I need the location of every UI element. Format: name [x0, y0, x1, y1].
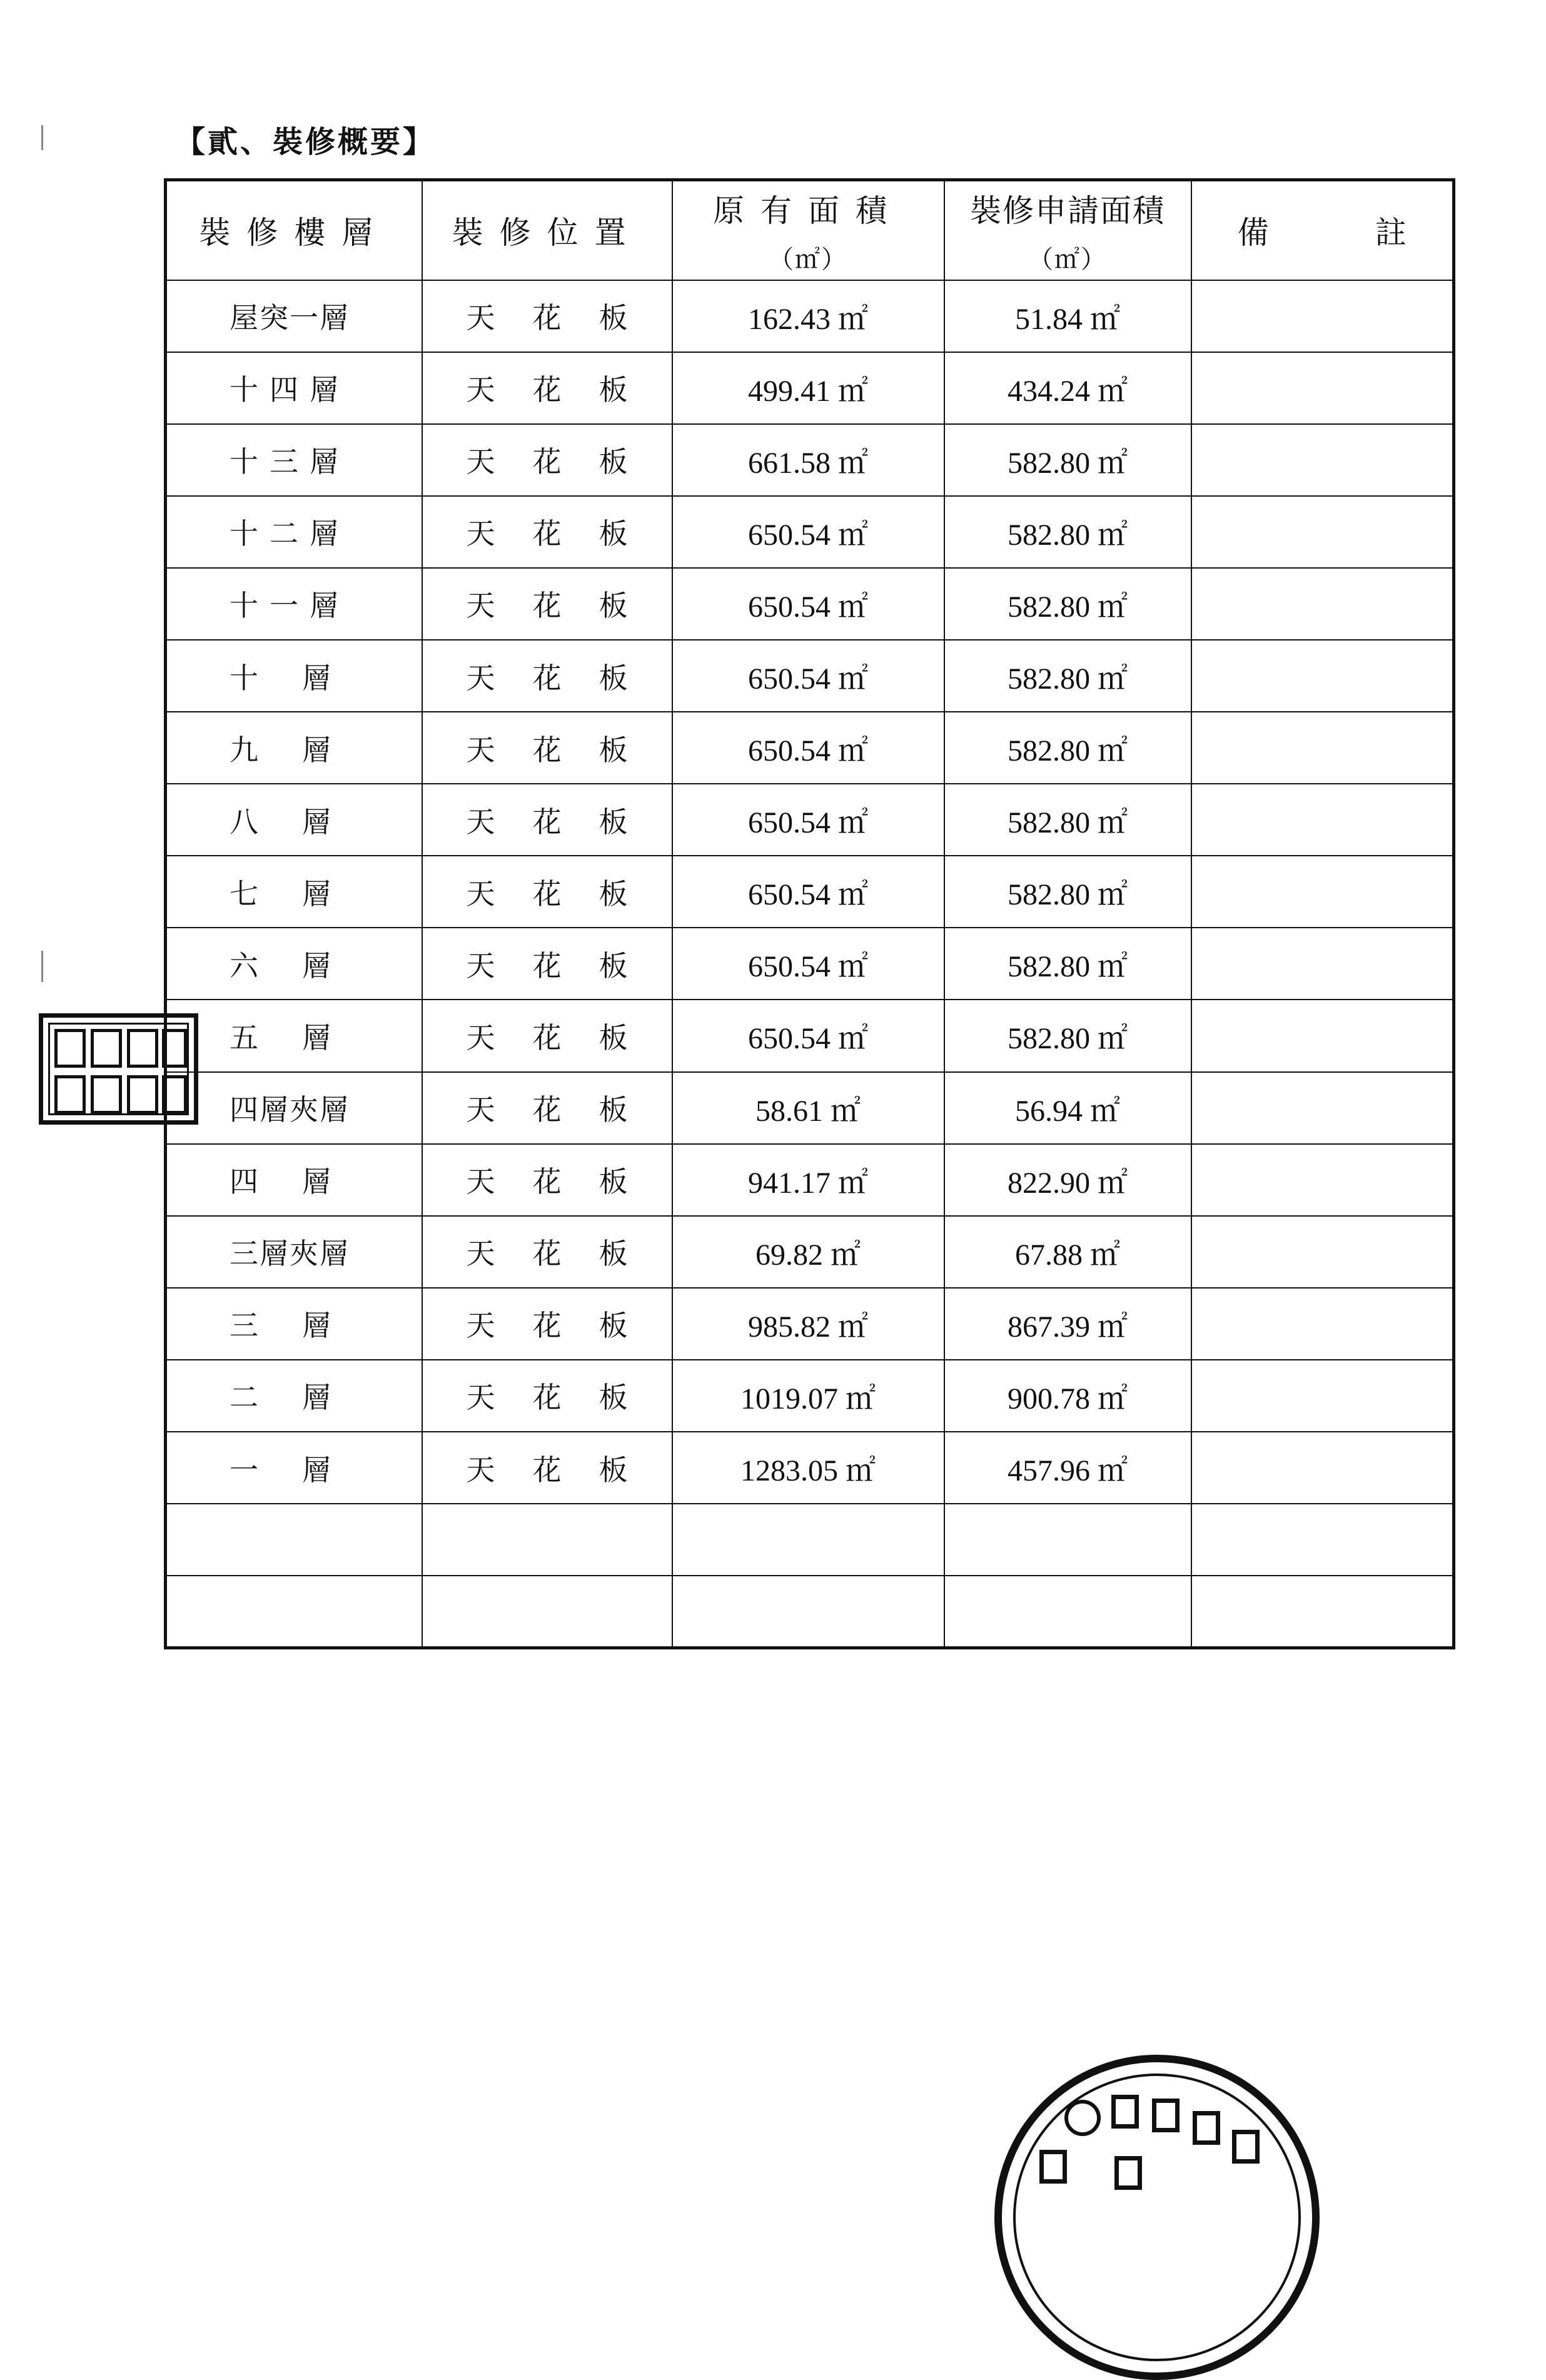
remarks-cell: [1191, 712, 1454, 784]
applied-area-cell: 900.78 ㎡: [944, 1360, 1191, 1432]
header-remarks-2: 註: [1375, 215, 1407, 251]
position-cell: 天花板: [422, 1000, 672, 1071]
table-body: [166, 280, 1454, 1648]
position-cell: 天花板: [422, 568, 672, 640]
original-area-cell: 650.54 ㎡: [672, 496, 944, 568]
seal-glyph: [1111, 2095, 1139, 2129]
floor-cell: 十層: [166, 640, 422, 712]
position-cell: 天花板: [422, 712, 672, 784]
position-cell: 天花板: [422, 1360, 672, 1432]
table-row: [166, 640, 1454, 712]
floor-cell: 九層: [166, 712, 422, 784]
table-row: [166, 1576, 1454, 1648]
original-area-cell: 650.54 ㎡: [672, 640, 944, 712]
header-remarks: [1191, 180, 1454, 280]
remarks-cell: [1191, 352, 1454, 424]
floor-cell: 十四層: [166, 352, 422, 424]
seal-glyph: [162, 1075, 187, 1114]
original-area-cell: 1019.07 ㎡: [672, 1360, 944, 1432]
floor-cell: 四層夾層: [166, 1072, 422, 1144]
section-title: 【貳、裝修概要】: [175, 124, 436, 160]
original-area-cell: 650.54 ㎡: [672, 856, 944, 928]
table-header-row: [166, 180, 1454, 280]
applied-area-cell: 822.90 ㎡: [944, 1144, 1191, 1216]
applied-area-cell: 582.80 ㎡: [944, 784, 1191, 856]
table-row: [166, 1288, 1454, 1360]
applied-area-cell: [944, 1504, 1191, 1576]
applied-area-cell: 67.88 ㎡: [944, 1216, 1191, 1288]
position-cell: 天花板: [422, 928, 672, 1000]
applied-area-cell: 56.94 ㎡: [944, 1072, 1191, 1144]
original-area-cell: 941.17 ㎡: [672, 1144, 944, 1216]
floor-cell: 十三層: [166, 424, 422, 496]
seal-glyph: [54, 1075, 86, 1114]
original-area-cell: 985.82 ㎡: [672, 1288, 944, 1360]
remarks-cell: [1191, 640, 1454, 712]
remarks-cell: [1191, 856, 1454, 928]
position-cell: 天花板: [422, 784, 672, 856]
position-cell: [422, 1504, 672, 1576]
applied-area-cell: 51.84 ㎡: [944, 280, 1191, 352]
remarks-cell: [1191, 1216, 1454, 1288]
remarks-cell: [1191, 568, 1454, 640]
header-applied-area-unit: （㎡）: [1028, 245, 1107, 274]
remarks-cell: [1191, 496, 1454, 568]
header-floor: 裝修樓層: [166, 180, 422, 280]
seal-glyph: [1232, 2130, 1260, 2164]
original-area-cell: 162.43 ㎡: [672, 280, 944, 352]
floor-cell: 五層: [166, 1000, 422, 1071]
header-applied-area-label: 裝修申請面積: [970, 192, 1165, 229]
seal-glyph: [91, 1029, 122, 1068]
seal-glyph: [127, 1029, 158, 1068]
table-row: [166, 280, 1454, 352]
remarks-cell: [1191, 1360, 1454, 1432]
applied-area-cell: 867.39 ㎡: [944, 1288, 1191, 1360]
floor-cell: 一層: [166, 1432, 422, 1504]
original-area-cell: 650.54 ㎡: [672, 928, 944, 1000]
seal-glyph: [91, 1075, 122, 1114]
header-original-area: [672, 180, 944, 280]
original-area-cell: 1283.05 ㎡: [672, 1432, 944, 1504]
original-area-cell: 499.41 ㎡: [672, 352, 944, 424]
table-row: [166, 784, 1454, 856]
applied-area-cell: 582.80 ㎡: [944, 496, 1191, 568]
seal-glyph: [1152, 2099, 1180, 2132]
floor-cell: 三層夾層: [166, 1216, 422, 1288]
remarks-cell: [1191, 784, 1454, 856]
table-row: [166, 1072, 1454, 1144]
applied-area-cell: 582.80 ㎡: [944, 928, 1191, 1000]
table-row: [166, 1360, 1454, 1432]
remarks-cell: [1191, 928, 1454, 1000]
position-cell: 天花板: [422, 640, 672, 712]
header-original-area-label: 原有面積: [713, 192, 903, 229]
floor-cell: 屋突一層: [166, 280, 422, 352]
seal-glyph: [1039, 2150, 1067, 2184]
renovation-summary-table: [164, 178, 1455, 1649]
table-row: [166, 856, 1454, 928]
remarks-cell: [1191, 1504, 1454, 1576]
round-seal: [994, 2055, 1320, 2380]
scan-margin-mark: [41, 125, 43, 150]
table-row: [166, 1216, 1454, 1288]
remarks-cell: [1191, 1072, 1454, 1144]
square-seal: [39, 1013, 198, 1125]
applied-area-cell: 434.24 ㎡: [944, 352, 1191, 424]
applied-area-cell: 582.80 ㎡: [944, 856, 1191, 928]
position-cell: 天花板: [422, 352, 672, 424]
original-area-cell: [672, 1576, 944, 1648]
seal-glyph: [54, 1029, 86, 1068]
original-area-cell: [672, 1504, 944, 1576]
position-cell: 天花板: [422, 1144, 672, 1216]
original-area-cell: 58.61 ㎡: [672, 1072, 944, 1144]
seal-glyph: [1114, 2156, 1142, 2190]
floor-cell: 十二層: [166, 496, 422, 568]
position-cell: 天花板: [422, 1432, 672, 1504]
header-position: 裝修位置: [422, 180, 672, 280]
applied-area-cell: 582.80 ㎡: [944, 424, 1191, 496]
original-area-cell: 661.58 ㎡: [672, 424, 944, 496]
table-row: [166, 496, 1454, 568]
seal-glyph: [1193, 2111, 1220, 2145]
remarks-cell: [1191, 1432, 1454, 1504]
original-area-cell: 650.54 ㎡: [672, 712, 944, 784]
position-cell: 天花板: [422, 1072, 672, 1144]
table-row: [166, 1432, 1454, 1504]
applied-area-cell: 582.80 ㎡: [944, 640, 1191, 712]
seal-glyph: [127, 1075, 158, 1114]
remarks-cell: [1191, 280, 1454, 352]
floor-cell: [166, 1504, 422, 1576]
table-row: [166, 1000, 1454, 1071]
floor-cell: 十一層: [166, 568, 422, 640]
table-row: [166, 352, 1454, 424]
position-cell: [422, 1576, 672, 1648]
position-cell: 天花板: [422, 496, 672, 568]
applied-area-cell: 457.96 ㎡: [944, 1432, 1191, 1504]
remarks-cell: [1191, 1576, 1454, 1648]
original-area-cell: 650.54 ㎡: [672, 784, 944, 856]
seal-glyph: [162, 1029, 187, 1068]
original-area-cell: 650.54 ㎡: [672, 568, 944, 640]
remarks-cell: [1191, 1000, 1454, 1071]
original-area-cell: 650.54 ㎡: [672, 1000, 944, 1071]
table-row: [166, 712, 1454, 784]
remarks-cell: [1191, 1144, 1454, 1216]
applied-area-cell: 582.80 ㎡: [944, 1000, 1191, 1071]
table-row: [166, 1144, 1454, 1216]
floor-cell: [166, 1576, 422, 1648]
remarks-cell: [1191, 424, 1454, 496]
applied-area-cell: 582.80 ㎡: [944, 568, 1191, 640]
position-cell: 天花板: [422, 1288, 672, 1360]
position-cell: 天花板: [422, 856, 672, 928]
header-original-area-unit: （㎡）: [769, 245, 847, 274]
position-cell: 天花板: [422, 1216, 672, 1288]
table-row: [166, 568, 1454, 640]
header-applied-area: [944, 180, 1191, 280]
floor-cell: 八層: [166, 784, 422, 856]
floor-cell: 四層: [166, 1144, 422, 1216]
header-remarks-1: 備: [1237, 215, 1269, 251]
table-row: [166, 424, 1454, 496]
floor-cell: 六層: [166, 928, 422, 1000]
table-row: [166, 928, 1454, 1000]
position-cell: 天花板: [422, 424, 672, 496]
plum-blossom-icon: [1064, 2100, 1101, 2136]
floor-cell: 七層: [166, 856, 422, 928]
scan-margin-mark: [41, 951, 43, 982]
applied-area-cell: [944, 1576, 1191, 1648]
original-area-cell: 69.82 ㎡: [672, 1216, 944, 1288]
table-row: [166, 1504, 1454, 1576]
position-cell: 天花板: [422, 280, 672, 352]
remarks-cell: [1191, 1288, 1454, 1360]
floor-cell: 二層: [166, 1360, 422, 1432]
floor-cell: 三層: [166, 1288, 422, 1360]
applied-area-cell: 582.80 ㎡: [944, 712, 1191, 784]
